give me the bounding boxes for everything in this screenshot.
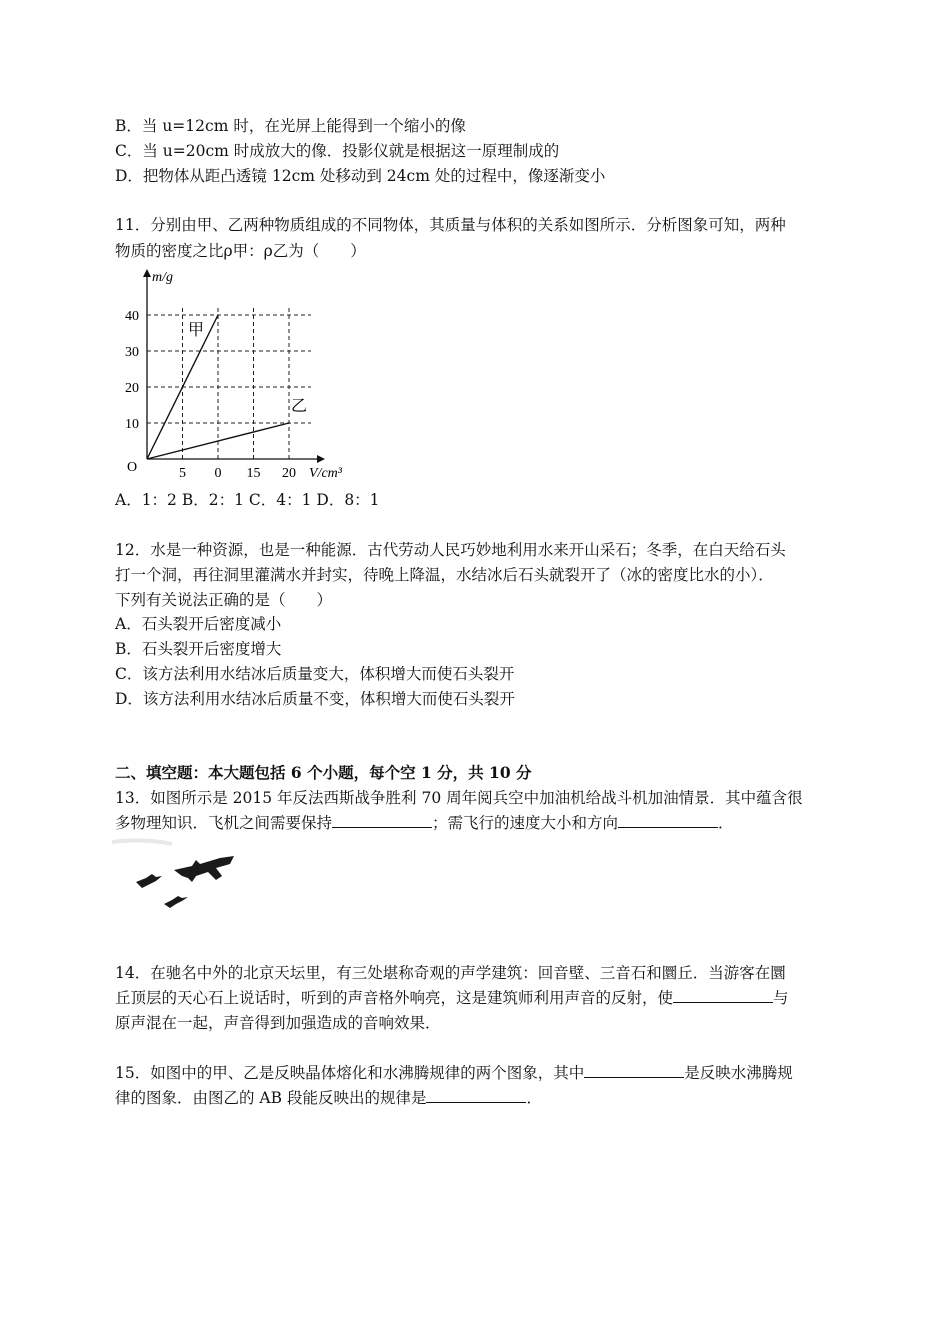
chart-grid bbox=[147, 305, 311, 459]
x-tick-label: 20 bbox=[282, 466, 296, 481]
q14-blank[interactable] bbox=[673, 988, 773, 1003]
series-label: 甲 bbox=[188, 320, 205, 339]
q13-blank-2[interactable] bbox=[618, 813, 718, 828]
q10-option-c: C．当 u=20cm 时成放大的像．投影仪就是根据这一原理制成的 bbox=[115, 142, 560, 160]
q12-option-c: C．该方法利用水结冰后质量变大，体积增大而使石头裂开 bbox=[115, 665, 515, 683]
mass-volume-chart bbox=[112, 265, 362, 487]
fighter-plane-left-icon bbox=[136, 874, 162, 888]
q11-stem-line1: 11．分别由甲、乙两种物质组成的不同物体，其质量与体积的关系如图所示．分析图象可知，两种 bbox=[115, 216, 786, 234]
q10-option-b: B．当 u=12cm 时，在光屏上能得到一个缩小的像 bbox=[115, 117, 466, 135]
y-axis-arrow bbox=[143, 269, 151, 277]
q15-blank-2[interactable] bbox=[426, 1088, 526, 1103]
section-2-title: 二、填空题：本大题包括 6 个小题，每个空 1 分，共 10 分 bbox=[115, 763, 532, 782]
q11-options: A．1：2 B．2：1 C．4：1 D．8：1 bbox=[115, 491, 380, 509]
x-axis-arrow bbox=[317, 455, 325, 463]
x-tick-label: 15 bbox=[246, 466, 261, 481]
q12-stem-line1: 12．水是一种资源，也是一种能源．古代劳动人民巧妙地利用水来开山采石；冬季，在白天给石头 bbox=[115, 541, 786, 559]
x-axis-label: V/cm³ bbox=[309, 466, 342, 481]
y-tick-label: 10 bbox=[125, 417, 139, 432]
y-tick-label: 20 bbox=[125, 381, 139, 396]
x-tick-label: 5 bbox=[179, 466, 186, 481]
q15-stem-line1: 15．如图中的甲、乙是反映晶体熔化和水沸腾规律的两个图象，其中 是反映水沸腾规 bbox=[115, 1064, 793, 1082]
y-tick-label: 40 bbox=[125, 309, 139, 324]
q14-stem-line2: 丘顶层的天心石上说话时，听到的声音格外响亮，这是建筑师利用声音的反射，使 与 bbox=[115, 989, 789, 1007]
chart-labels bbox=[125, 270, 343, 481]
q11-stem-line2: 物质的密度之比ρ甲：ρ乙为（ ） bbox=[115, 242, 366, 260]
q12-stem-line3: 下列有关说法正确的是（ ） bbox=[115, 591, 333, 609]
q13-stem-line2: 多物理知识．飞机之间需要保持 ；需飞行的速度大小和方向 ． bbox=[115, 814, 734, 832]
q12-stem-line2: 打一个洞，再往洞里灌满水并封实，待晚上降温，水结冰后石头就裂开了（冰的密度比水的小）． bbox=[115, 566, 774, 584]
tanker-plane-icon bbox=[174, 856, 234, 882]
q13-blank-1[interactable] bbox=[332, 813, 432, 828]
q10-option-d: D．把物体从距凸透镜 12cm 处移动到 24cm 处的过程中，像逐渐变小 bbox=[115, 167, 606, 185]
q12-option-a: A．石头裂开后密度减小 bbox=[115, 615, 282, 633]
fighter-plane-bottom-icon bbox=[164, 896, 188, 908]
chart-axes bbox=[143, 269, 325, 463]
q12-option-b: B．石头裂开后密度增大 bbox=[115, 640, 282, 658]
q12-option-d: D．该方法利用水结冰后质量不变，体积增大而使石头裂开 bbox=[115, 690, 515, 708]
y-axis-label: m/g bbox=[152, 270, 173, 285]
q15-blank-1[interactable] bbox=[584, 1063, 684, 1078]
x-tick-label: 0 bbox=[214, 466, 222, 481]
origin-label: O bbox=[127, 460, 138, 475]
refueling-aircraft-image bbox=[112, 838, 252, 913]
series-label: 乙 bbox=[291, 396, 308, 415]
q14-stem-line3: 原声混在一起，声音得到加强造成的音响效果． bbox=[115, 1014, 441, 1032]
q14-stem-line1: 14．在驰名中外的北京天坛里，有三处堪称奇观的声学建筑：回音壁、三音石和圜丘．当游客在圜 bbox=[115, 964, 786, 982]
q13-stem-line1: 13．如图所示是 2015 年反法西斯战争胜利 70 周年阅兵空中加油机给战斗机加油情景．其中蕴含很 bbox=[115, 789, 803, 807]
q15-stem-line2: 律的图象．由图乙的 AB 段能反映出的规律是 ． bbox=[115, 1089, 542, 1107]
y-tick-label: 30 bbox=[125, 345, 139, 360]
